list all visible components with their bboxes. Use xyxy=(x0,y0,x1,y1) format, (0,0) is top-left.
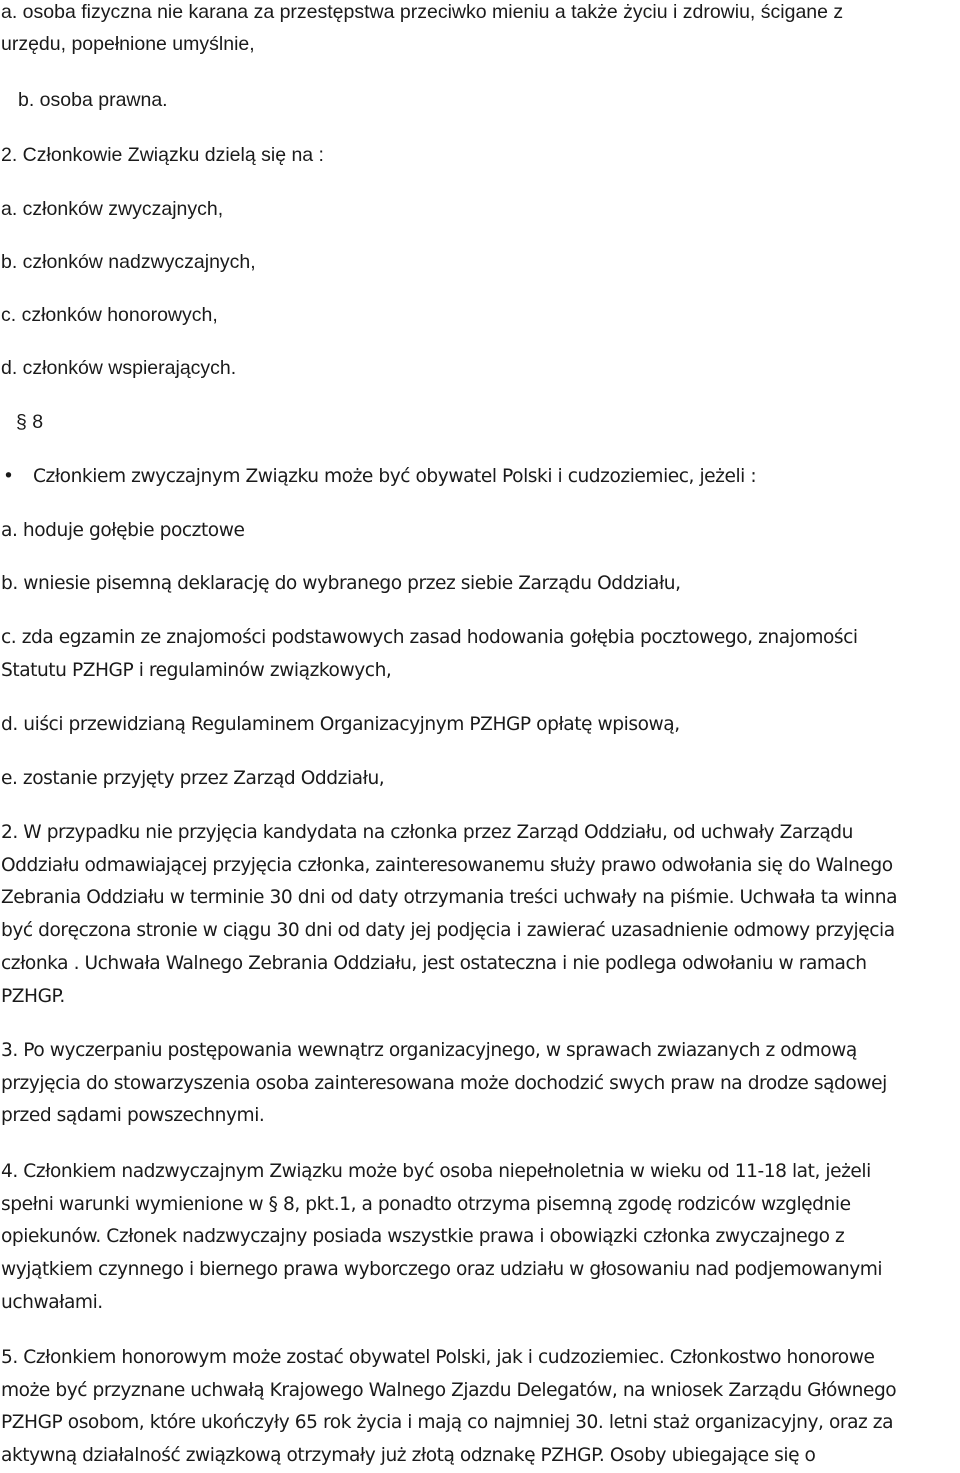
condition-item: c. zda egzamin ze znajomości podstawowych zasad hodowania gołębia pocztowego, znajomości xyxy=(1,627,858,648)
paragraph-5 xyxy=(1,1342,896,1473)
paragraph-line: Zebrania Oddziału w terminie 30 dni od daty otrzymania treści uchwały na piśmie. Uchwała ta winna xyxy=(1,887,898,909)
paragraph-4 xyxy=(1,1156,882,1320)
member-type-item: b. członków nadzwyczajnych, xyxy=(1,251,256,273)
member-type-item: d. członków wspierających. xyxy=(1,357,237,379)
paragraph-line: spełni warunki wymienione w § 8, pkt.1, a ponadto otrzyma pisemną zgodę rodziców względnie xyxy=(1,1193,851,1215)
bullet-icon: • xyxy=(3,466,14,487)
paragraph-line: członka . Uchwała Walnego Zebrania Oddziału, jest ostateczna i nie podlega odwołaniu w ramach xyxy=(1,952,867,974)
paragraph-line: aktywną działalność związkową otrzymały już złotą odznakę PZHGP. Osoby ubiegające się o xyxy=(1,1445,816,1467)
paragraph-3 xyxy=(1,1035,887,1133)
paragraph-line: 2. W przypadku nie przyjęcia kandydata na członka przez Zarząd Oddziału, od uchwały Zarządu xyxy=(1,822,853,843)
intro-item-a-line1: a. osoba fizyczna nie karana za przestępstwa przeciwko mieniu a także życiu i zdrowiu, ścigane z xyxy=(1,1,844,23)
paragraph-line: 3. Po wyczerpaniu postępowania wewnątrz organizacyjnego, w sprawach zwiazanych z odmową xyxy=(1,1040,857,1061)
paragraph-line: przyjęcia do stowarzyszenia osoba zainteresowana może dochodzić swych praw na drodze sądowej xyxy=(1,1072,887,1094)
paragraph-line: PZHGP osobom, które ukończyły 65 rok życia i mają co najmniej 30. letni staż organizacyjny, oraz za xyxy=(1,1412,894,1434)
condition-item-continuation: Statutu PZHGP i regulaminów związkowych, xyxy=(1,660,392,681)
condition-item: e. zostanie przyjęty przez Zarząd Oddziału, xyxy=(1,768,385,789)
ordinary-intro: Członkiem zwyczajnym Związku może być obywatel Polski i cudzoziemiec, jeżeli : xyxy=(33,466,757,487)
intro-item-a-line2: urzędu, popełnione umyślnie, xyxy=(1,33,255,55)
paragraph-2 xyxy=(1,817,897,1013)
paragraph-line: opiekunów. Członek nadzwyczajny posiada wszystkie prawa i obowiązki członka zwyczajnego z xyxy=(1,1226,845,1248)
condition-item: b. wniesie pisemną deklarację do wybranego przez siebie Zarządu Oddziału, xyxy=(1,573,681,594)
paragraph-line: 4. Członkiem nadzwyczajnym Związku może być osoba niepełnoletnia w wieku od 11-18 lat, jeżeli xyxy=(1,1161,871,1182)
paragraph-line: Oddziału odmawiającej przyjęcia członka, zainteresowanemu służy prawo odwołania się do Walnego xyxy=(1,854,893,876)
paragraph-line: wyjątkiem czynnego i biernego prawa wyborczego oraz udziału w głosowaniu nad podjemowanymi xyxy=(1,1259,883,1281)
paragraph-line: być doręczona stronie w ciągu 30 dni od daty jej podjęcia i zawierać uzasadnienie odmowy przyjęcia xyxy=(1,920,895,942)
paragraph-line: przed sądami powszechnymi. xyxy=(1,1105,265,1127)
section-symbol: § xyxy=(16,411,27,433)
intro-item-b: b. osoba prawna. xyxy=(18,89,168,111)
paragraph-line: uchwałami. xyxy=(1,1291,103,1313)
member-type-item: a. członków zwyczajnych, xyxy=(1,198,224,220)
paragraph-line: 5. Członkiem honorowym może zostać obywatel Polski, jak i cudzoziemiec. Członkostwo honorowe xyxy=(1,1347,875,1368)
paragraph-line: PZHGP. xyxy=(1,985,65,1007)
paragraph-line: może być przyznane uchwałą Krajowego Walnego Zjazdu Delegatów, na wniosek Zarządu Głównego xyxy=(1,1379,897,1401)
ordinary-intro-line xyxy=(3,461,756,494)
section-heading xyxy=(16,406,43,438)
member-type-item: c. członków honorowych, xyxy=(1,304,218,326)
condition-item: a. hoduje gołębie pocztowe xyxy=(1,520,245,541)
section-number: 8 xyxy=(32,411,44,433)
condition-item: d. uiści przewidzianą Regulaminem Organizacyjnym PZHGP opłatę wpisową, xyxy=(1,714,680,735)
member-types-heading: 2. Członkowie Związku dzielą się na : xyxy=(1,144,324,166)
